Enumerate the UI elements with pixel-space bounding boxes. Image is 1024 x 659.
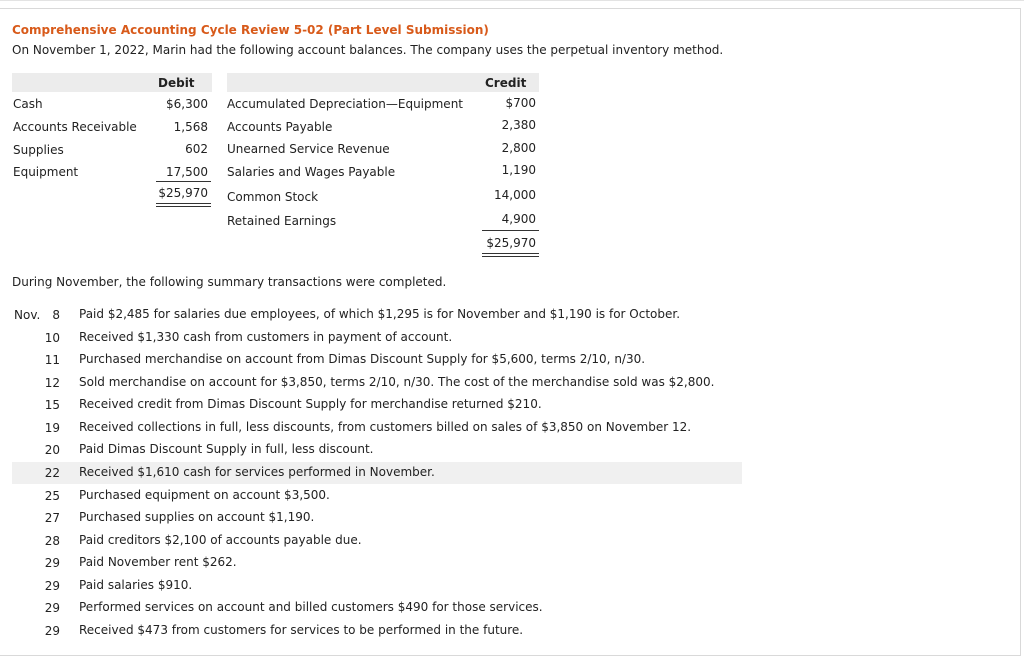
transaction-day: 28 (44, 534, 60, 548)
transaction-text: Received collections in full, less discounts, from customers billed on sales of $3,850 on November 12. (79, 420, 692, 434)
credit-account-name: Retained Earnings (227, 214, 337, 228)
transaction-day: 29 (44, 556, 60, 570)
debit-double-underline (156, 203, 211, 207)
transaction-row (12, 507, 742, 529)
debit-account-amount: $6,300 (166, 97, 208, 111)
debit-account-name: Accounts Receivable (13, 120, 137, 134)
credit-account-name: Accumulated Depreciation—Equipment (227, 97, 464, 111)
transaction-text: Purchased merchandise on account from Dimas Discount Supply for $5,600, terms 2/10, n/30. (79, 352, 646, 366)
transaction-day: 29 (44, 601, 60, 615)
transaction-row (12, 575, 742, 597)
transaction-row (12, 417, 742, 439)
transaction-text: Paid $2,485 for salaries due employees, of which $1,295 is for November and $1,190 is for October. (79, 307, 681, 321)
debit-header: Debit (158, 76, 195, 90)
transaction-day: 12 (44, 376, 60, 390)
transaction-day: 11 (44, 353, 60, 367)
transaction-text: Purchased equipment on account $3,500. (79, 488, 330, 502)
transaction-row (12, 349, 742, 371)
transaction-text: Performed services on account and billed customers $490 for those services. (79, 600, 543, 614)
transaction-text: Paid creditors $2,100 of accounts payable due. (79, 533, 362, 547)
transaction-row (12, 530, 742, 552)
intro-text: On November 1, 2022, Marin had the following account balances. The company uses the perpetual inventory method. (12, 43, 724, 57)
transaction-row (12, 597, 742, 619)
header-gap (212, 73, 227, 92)
transaction-text: Paid November rent $262. (79, 555, 237, 569)
summary-intro: During November, the following summary transactions were completed. (12, 275, 447, 289)
credit-account-amount: 14,000 (494, 188, 536, 202)
debit-account-amount: 602 (185, 142, 208, 156)
transaction-day: 29 (44, 579, 60, 593)
transaction-day: 10 (44, 331, 60, 345)
credit-account-name: Accounts Payable (227, 120, 333, 134)
transaction-text: Received $1,330 cash from customers in payment of account. (79, 330, 453, 344)
debit-total: $25,970 (158, 186, 208, 200)
page-title: Comprehensive Accounting Cycle Review 5-02 (Part Level Submission) (12, 23, 489, 37)
credit-account-amount: 2,800 (501, 141, 536, 155)
transaction-row (12, 372, 742, 394)
month-label: Nov. (14, 308, 41, 322)
credit-total: $25,970 (486, 236, 536, 250)
credit-account-amount: 2,380 (501, 118, 536, 132)
transaction-text: Purchased supplies on account $1,190. (79, 510, 315, 524)
transaction-day: 25 (44, 489, 60, 503)
transaction-day: 15 (44, 398, 60, 412)
transaction-day: 22 (44, 466, 60, 480)
credit-header: Credit (485, 76, 527, 90)
credit-account-name: Unearned Service Revenue (227, 142, 390, 156)
transaction-text: Sold merchandise on account for $3,850, terms 2/10, n/30. The cost of the merchandise sold was $2,800. (79, 375, 715, 389)
debit-account-amount: 17,500 (166, 165, 208, 179)
transaction-row (12, 394, 742, 416)
transaction-day: 8 (52, 308, 60, 322)
credit-double-underline (482, 253, 539, 257)
transaction-row (12, 439, 742, 461)
credit-account-amount: $700 (505, 96, 536, 110)
transaction-day: 20 (44, 443, 60, 457)
transaction-text: Received $1,610 cash for services performed in November. (79, 465, 435, 479)
credit-account-amount: 4,900 (501, 212, 536, 226)
debit-account-name: Supplies (13, 143, 64, 157)
transaction-row (12, 552, 742, 574)
transaction-day: 29 (44, 624, 60, 638)
debit-account-amount: 1,568 (173, 120, 208, 134)
credit-account-name: Common Stock (227, 190, 319, 204)
credit-underline (482, 230, 539, 231)
transaction-text: Paid salaries $910. (79, 578, 193, 592)
top-divider (0, 0, 1024, 1)
credit-account-name: Salaries and Wages Payable (227, 165, 396, 179)
transaction-day: 27 (44, 511, 60, 525)
debit-underline (156, 181, 211, 182)
transaction-row (12, 620, 742, 642)
transaction-row (12, 327, 742, 349)
transaction-text: Received $473 from customers for services to be performed in the future. (79, 623, 524, 637)
transaction-day: 19 (44, 421, 60, 435)
transaction-row (12, 485, 742, 507)
credit-account-amount: 1,190 (501, 163, 536, 177)
debit-account-name: Equipment (13, 165, 79, 179)
transaction-row (12, 304, 742, 326)
transaction-text: Received credit from Dimas Discount Supply for merchandise returned $210. (79, 397, 542, 411)
transaction-text: Paid Dimas Discount Supply in full, less discount. (79, 442, 374, 456)
debit-account-name: Cash (13, 97, 43, 111)
transaction-row-highlighted (12, 462, 742, 484)
